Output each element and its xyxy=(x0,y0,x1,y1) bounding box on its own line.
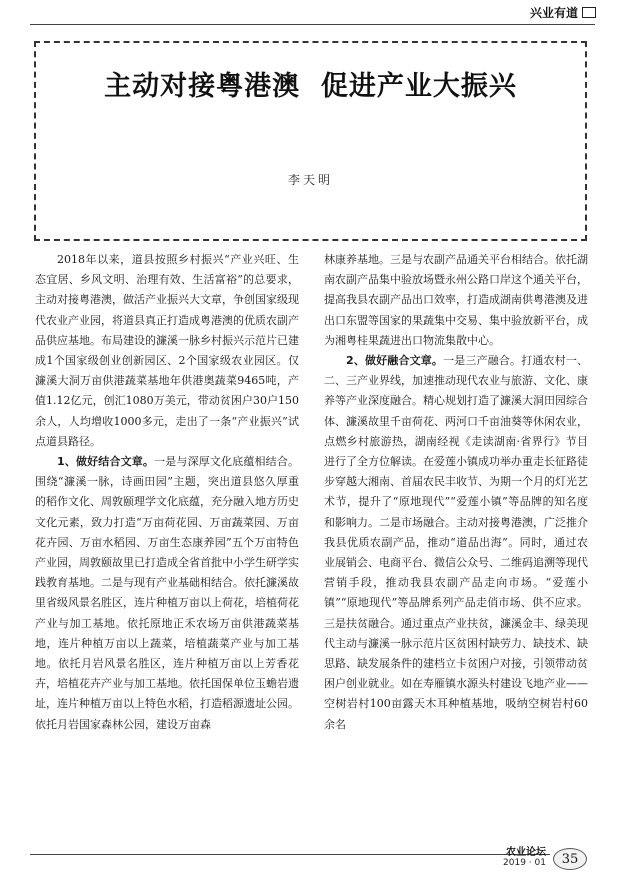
article-author: 李天明 xyxy=(287,173,333,187)
paragraph xyxy=(324,351,588,735)
paragraph-lead: 2、做好融合文章。 xyxy=(346,354,444,368)
header-divider xyxy=(30,24,595,25)
journal-name: 农业论坛 xyxy=(506,847,546,858)
paragraph-text: 一是与深厚文化底蕴相结合。围绕“濂溪一脉，诗画田园”主题，突出道县悠久厚重的稻作文化、周敦颐理学文化底蕴，充分融入地方历史文化元素，致力打造“万亩荷花园、万亩蔬菜园、万亩花卉园、万亩水稻园、万亩生态康养园”五个万亩特色产业园，周敦颐故里已打造成全省首批中小学生研学实践教育基地。二是与现有产业基础相结合。依托濂溪故里省级风景名胜区，连片种植万亩以上荷花，培植荷花产业与加工基地。依托原地正禾农场万亩供港蔬菜基地，连片种植万亩以上蔬菜，培植蔬菜产业与加工基地。依托月岩风景名胜区，连片种植万亩以上芳香花卉，培植花卉产业与加工基地。依托国保单位玉蟾岩遗址，连片种植万亩以上特色水稻，打造稻源遗址公园。依托月岩国家森林公园，建设万亩森 xyxy=(35,455,300,731)
page-number: 35 xyxy=(553,848,587,870)
section-box-icon xyxy=(582,7,596,18)
paragraph xyxy=(35,452,299,735)
article-column-right xyxy=(324,250,588,735)
paragraph-lead: 1、做好结合文章。 xyxy=(57,455,155,469)
paragraph-text: 一是三产融合。打通农村一、二、三产业界线，加速推动现代农业与旅游、文化、康养等产业深度融合。精心规划打造了濂溪大洞田园综合体、濂溪故里千亩荷花、两河口千亩油葵等休闲农业，点燃乡村旅游热，湖南经视《走读湖南·省界行》节目进行了全方位解读。在爱莲小镇成功举办重走长征路徒步穿越大湘南、首届农民丰收节、为期一个月的灯光艺术节，提升了“原地现代”“爱莲小镇”等品牌的知名度和影响力。二是市场融合。主动对接粤港澳，广泛推介我县优质农副产品，推动“道品出海”。同时，通过农业展销会、电商平台、微信公众号、二维码追溯等现代营销手段，推动我县农副产品走向市场。“爱莲小镇”“原地现代”等品牌系列产品走俏市场、供不应求。三是扶贫融合。通过重点产业扶贫，濂溪金丰、绿美现代主动与濂溪一脉示范片区贫困村缺劳力、缺技术、缺思路、缺发展条件的建档立卡贫困户对接，引领带动贫困户创业就业。如在寿雁镇水源头村建设飞地产业——空树岩村100亩露天木耳种植基地，吸纳空树岩村60余名 xyxy=(324,354,589,731)
article-column-left xyxy=(35,250,299,735)
article-title: 主动对接粤港澳 促进产业大振兴 xyxy=(104,71,517,102)
header-section-label xyxy=(530,4,596,21)
section-name: 兴业有道 xyxy=(529,6,578,20)
paragraph-text: 2018年以来，道县按照乡村振兴“产业兴旺、生态宜居、乡风文明、治理有效、生活富裕”的总要求，主动对接粤港澳，做活产业振兴大文章，争创国家级现代农业产业园，将道县真正打造成粤港澳的优质农副产品供应基地。布局建设的濂溪一脉乡村振兴示范片已建成1个国家级创业创新园区、2个国家级农业园区。仅濂溪大洞万亩供港蔬菜基地年供港奥蔬菜9465吨，产值1.12亿元，创汇1080万美元，带动贫困户30户150余人，人均增收1000多元，走出了一条“产业振兴”试点道县路径。 xyxy=(35,253,299,448)
footer-divider xyxy=(30,854,550,855)
paragraph xyxy=(35,250,299,452)
journal-issue: 2019 · 01 xyxy=(503,858,546,868)
paragraph-text: 林康养基地。三是与农副产品通关平台相结合。依托湖南农副产品集中验放场暨永州公路口岸这个通关平台，提高我县农副产品出口效率，打造成湖南供粤港澳及进出口东盟等国家的果蔬集中交易、集中验放新平台，成为湘粤桂果蔬进出口物流集散中心。 xyxy=(324,253,588,347)
paragraph xyxy=(324,250,588,351)
